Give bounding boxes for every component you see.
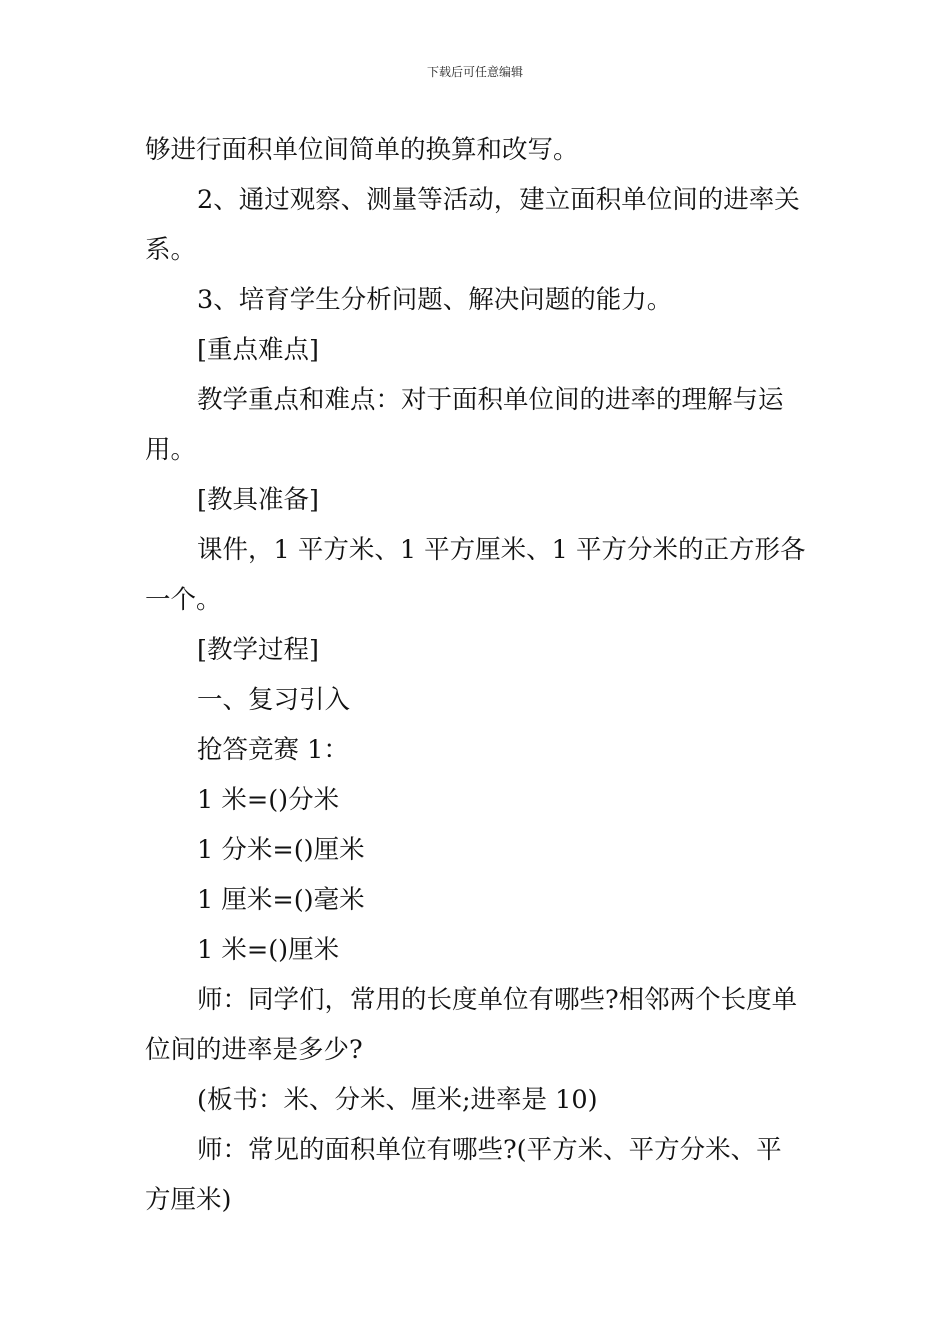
quiz-item: 1 米=()厘米 <box>197 935 340 965</box>
paragraph-line: 课件，1 平方米、1 平方厘米、1 平方分米的正方形各 <box>197 535 806 565</box>
paragraph-line: 够进行面积单位间简单的换算和改写。 <box>145 135 579 165</box>
section-heading: [教具准备] <box>197 485 319 515</box>
paragraph-line: 师：常见的面积单位有哪些?(平方米、平方分米、平 <box>197 1135 782 1165</box>
paragraph-line: 位间的进率是多少? <box>145 1035 363 1065</box>
document-body <box>145 125 810 1225</box>
paragraph-line: 系。 <box>145 235 197 265</box>
paragraph-line: 用。 <box>145 435 197 465</box>
paragraph-line: 3、培育学生分析问题、解决问题的能力。 <box>197 285 673 315</box>
paragraph-line: (板书：米、分米、厘米;进率是 10) <box>197 1085 598 1115</box>
paragraph-line: 一个。 <box>145 585 222 615</box>
paragraph-line: 师：同学们，常用的长度单位有哪些?相邻两个长度单 <box>197 985 798 1015</box>
section-heading: [教学过程] <box>197 635 319 665</box>
paragraph-line: 教学重点和难点：对于面积单位间的进率的理解与运 <box>197 385 784 415</box>
subsection-heading: 一、复习引入 <box>197 685 351 715</box>
paragraph-line: 方厘米) <box>145 1185 232 1215</box>
paragraph-line: 抢答竞赛 1： <box>197 735 349 765</box>
page-header: 下载后可任意编辑 <box>426 65 523 79</box>
section-heading: [重点难点] <box>197 335 319 365</box>
quiz-item: 1 米=()分米 <box>197 785 340 815</box>
quiz-item: 1 分米=()厘米 <box>197 835 365 865</box>
paragraph-line: 2、通过观察、测量等活动，建立面积单位间的进率关 <box>197 185 800 215</box>
quiz-item: 1 厘米=()毫米 <box>197 885 365 915</box>
